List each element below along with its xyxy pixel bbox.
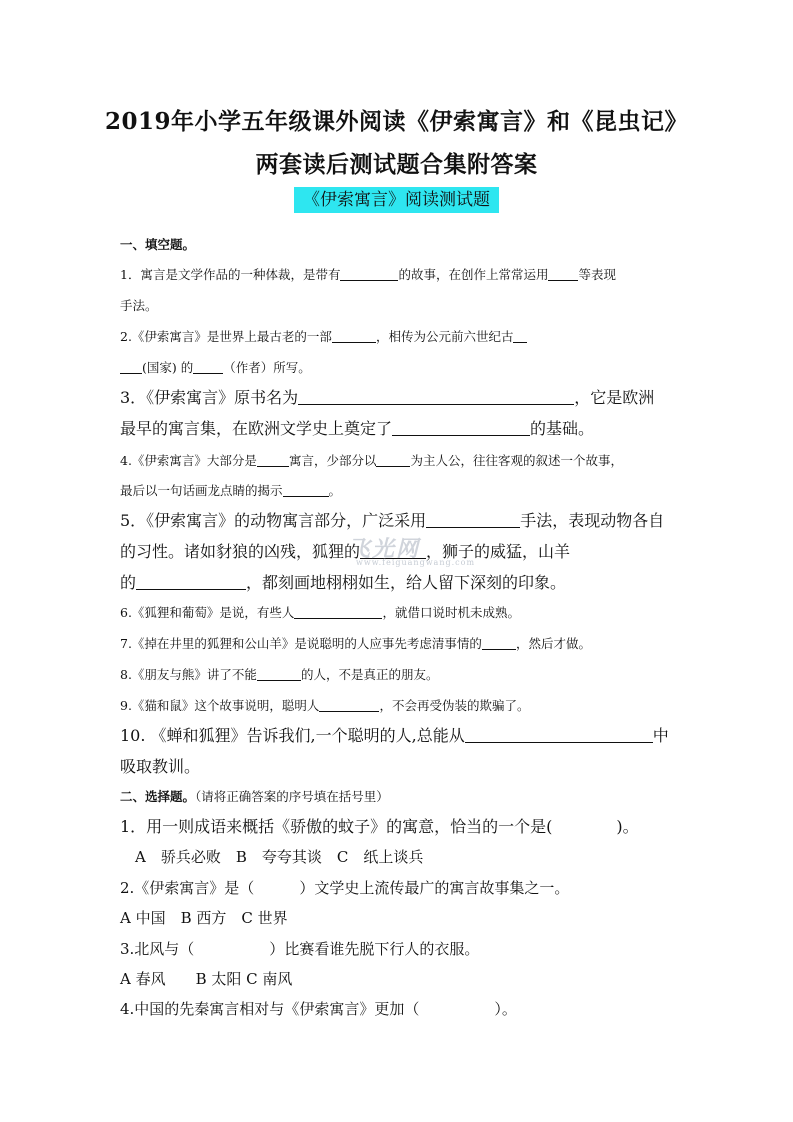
answer-blank (392, 419, 530, 436)
q6-text-b: ，就借口说时机未成熟。 (382, 605, 520, 620)
q4-text-b: 寓言，少部分以 (288, 453, 377, 468)
section2-heading-line (120, 787, 389, 805)
choice-2-options: A 中国 B 西方 C 世界 (120, 909, 288, 927)
choice-3-options: A 春风 B 太阳 C 南风 (120, 970, 293, 988)
answer-blank (283, 484, 329, 498)
q1-text-a: 1．寓言是文学作品的一种体裁，是带有 (120, 267, 341, 282)
question-5-line3 (120, 570, 566, 593)
answer-blank (482, 637, 516, 651)
q5-text-b: 手法，表现动物各自 (520, 511, 665, 530)
question-2-line2 (120, 358, 311, 376)
answer-blank (426, 511, 520, 528)
section2-note: （请将正确答案的序号填在括号里） (195, 789, 389, 804)
watermark-logo: 飞光网 (348, 536, 421, 562)
q9-text-b: ，不会再受伪装的欺骗了。 (379, 698, 530, 713)
q10-text-a: 10. 《蝉和狐狸》告诉我们,一个聪明的人,总能从 (120, 726, 465, 745)
question-1-line1 (120, 265, 616, 283)
answer-blank (257, 454, 289, 468)
question-9 (120, 696, 529, 714)
answer-blank (513, 330, 527, 344)
question-6 (120, 603, 520, 621)
q5-text-c: 的习性。诸如豺狼的凶残，狐狸的 (120, 542, 361, 561)
question-4-line2 (120, 481, 341, 499)
q3-text-d: 的基础。 (530, 419, 595, 438)
question-4-line1 (120, 451, 623, 469)
answer-blank (136, 573, 246, 590)
q5-text-e: 的 (120, 573, 137, 592)
page-title-line1: 2019年小学五年级课外阅读《伊索寓言》和《昆虫记》 (104, 108, 688, 135)
choice-1-options: A 骄兵必败 B 夸夸其谈 C 纸上谈兵 (135, 848, 424, 866)
question-7 (120, 634, 591, 652)
answer-blank (120, 361, 142, 375)
q4-text-e: 。 (328, 483, 342, 498)
question-5-line2 (120, 539, 570, 562)
q1-text-c: 等表现 (578, 267, 616, 282)
q3-text-b: ，它是欧洲 (574, 388, 655, 407)
answer-blank (465, 726, 653, 743)
q10-text-b: 中 (652, 726, 669, 745)
section2-heading: 二、选择题。 (120, 789, 196, 804)
choice-4-question: 4.中国的先秦寓言相对与《伊索寓言》更加（ ）。 (120, 1000, 517, 1018)
q2-text-c: (国家) 的 (142, 360, 194, 375)
answer-blank (376, 454, 410, 468)
question-10-line1 (120, 723, 669, 746)
choice-2-question: 2.《伊索寓言》是（ ）文学史上流传最广的寓言故事集之一。 (120, 879, 570, 897)
q7-text-a: 7.《掉在井里的狐狸和公山羊》是说聪明的人应事先考虑清事情的 (120, 636, 482, 651)
section-subtitle: 《伊索寓言》阅读测试题 (294, 187, 499, 213)
q1-text-b: 的故事，在创作上常常运用 (398, 267, 549, 282)
q5-text-f: ，都刻画地栩栩如生，给人留下深刻的印象。 (246, 573, 567, 592)
page-title-line2: 两套读后测试题合集附答案 (255, 151, 538, 178)
q8-text-b: 的人，不是真正的朋友。 (300, 667, 439, 682)
question-3-line1 (120, 385, 654, 408)
q4-text-c: 为主人公，往往客观的叙述一个故事， (410, 453, 623, 468)
answer-blank (298, 388, 574, 405)
answer-blank (294, 606, 382, 620)
q6-text-a: 6.《狐狸和葡萄》是说，有些人 (120, 605, 295, 620)
q2-text-a: 2.《伊索寓言》是世界上最古老的一部 (120, 329, 332, 344)
question-1-line2: 手法。 (120, 298, 158, 313)
question-2-line1 (120, 327, 527, 345)
q2-text-b: ，相传为公元前六世纪古 (375, 329, 514, 344)
question-10-line2: 吸取教训。 (120, 757, 201, 776)
q5-text-a: 5．《伊索寓言》的动物寓言部分，广泛采用 (120, 511, 427, 530)
q9-text-a: 9.《猫和鼠》这个故事说明，聪明人 (120, 698, 320, 713)
q7-text-b: ，然后才做。 (515, 636, 591, 651)
q2-text-d: （作者）所写。 (223, 360, 311, 375)
q3-text-c: 最早的寓言集，在欧洲文学史上奠定了 (120, 419, 393, 438)
answer-blank (340, 268, 398, 282)
answer-blank (257, 668, 301, 682)
section1-heading: 一、填空题。 (120, 237, 196, 252)
answer-blank (193, 361, 223, 375)
q4-text-a: 4.《伊索寓言》大部分是 (120, 453, 257, 468)
choice-1-question: 1．用一则成语来概括《骄傲的蚊子》的寓意，恰当的一个是( )。 (120, 817, 639, 836)
watermark-url: www.feiguangwang.com (356, 558, 476, 567)
answer-blank (332, 330, 376, 344)
choice-3-question: 3.北风与（ ）比赛看谁先脱下行人的衣服。 (120, 940, 480, 958)
question-3-line2 (120, 416, 594, 439)
q3-text-a: 3．《伊索寓言》原书名为 (120, 388, 299, 407)
q4-text-d: 最后以一句话画龙点睛的揭示 (120, 483, 283, 498)
question-8 (120, 665, 438, 683)
question-5-line1 (120, 508, 664, 531)
answer-blank (319, 699, 379, 713)
q8-text-a: 8.《朋友与熊》讲了不能 (120, 667, 257, 682)
answer-blank (548, 268, 578, 282)
q5-text-d: ，狮子的威猛，山羊 (426, 542, 571, 561)
